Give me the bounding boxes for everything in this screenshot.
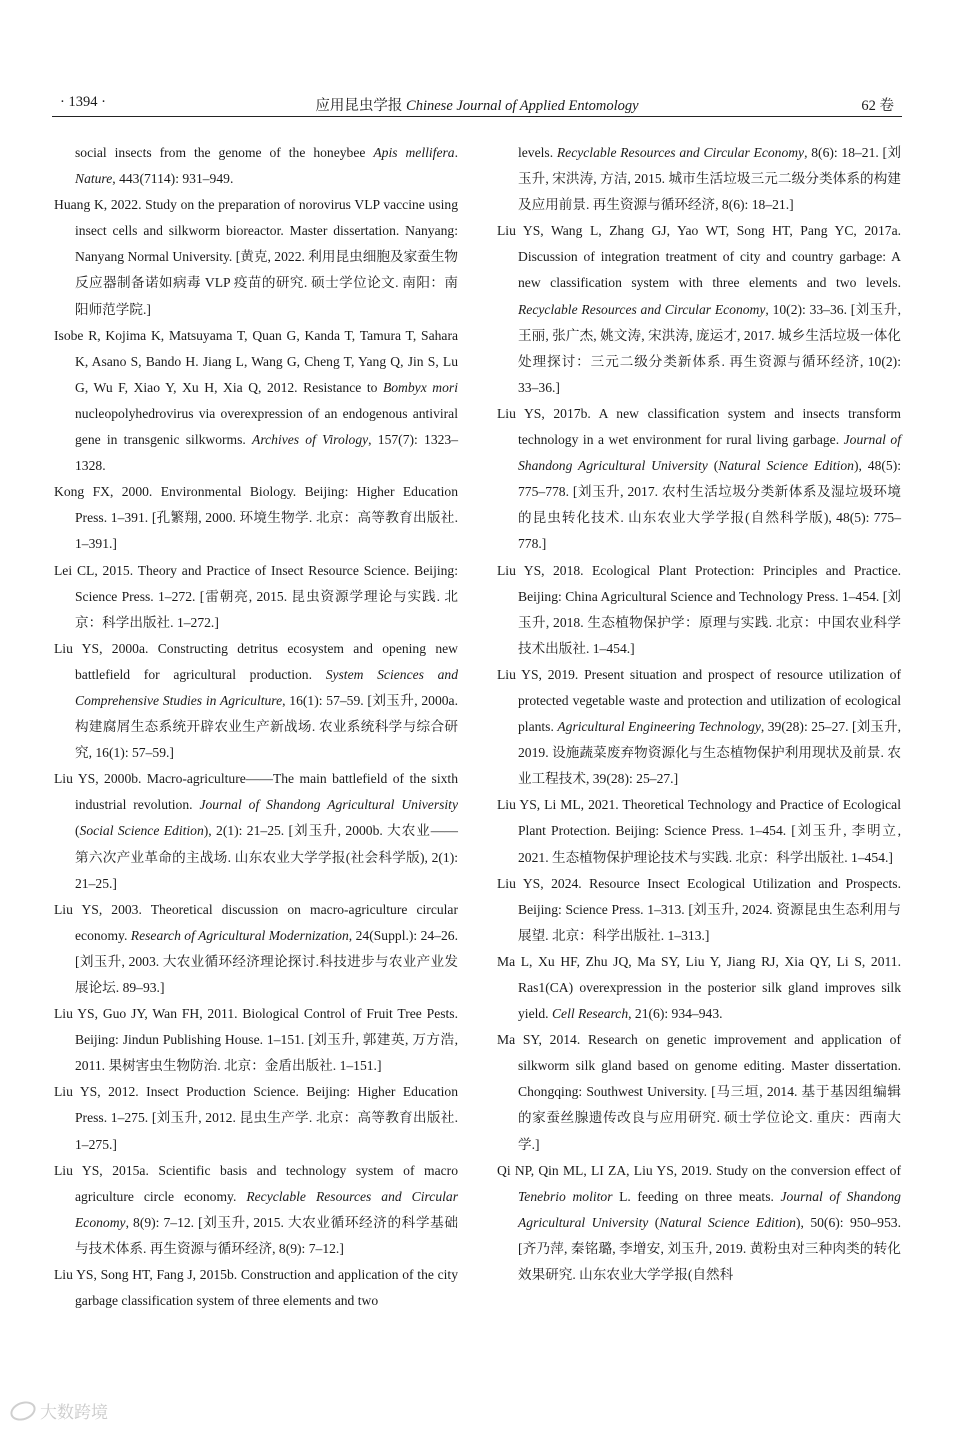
reference-text: ( [648, 1214, 660, 1230]
watermark [10, 1398, 108, 1423]
reference-italic-text: Apis mellifera [373, 145, 455, 160]
reference-text: ( [75, 823, 80, 839]
page-number: · 1394 · [60, 94, 106, 110]
reference-text: , 157(7): 1323–1328. [75, 432, 459, 474]
reference-entry [54, 192, 458, 322]
reference-entry [54, 479, 458, 557]
reference-entry [54, 558, 458, 636]
watermark-text: 大数跨境 [40, 1403, 108, 1423]
reference-text: nucleopolyhedrovirus via overexpression of an endogenous antiviral gene in transgenic silkworms. [75, 405, 458, 448]
reference-text: , 39(28): 25–27. [刘玉升, 2019. 设施蔬菜废弃物资源化与生态植物保护利用现状及前景. 农业工程技术, 39(28): 25–27.] [518, 719, 901, 787]
reference-italic-text: Research of Agricultural Modernization [130, 927, 349, 943]
reference-text: , 10(2): 33–36. [刘玉升, 王丽, 张广杰, 姚文涛, 宋洪涛, 庞运才, 2017. 城乡生活垃圾一体化处理探讨：三元二级分类新体系. 再生资源与循环经济, 10(2): 33–36.] [518, 301, 901, 395]
reference-entry [497, 1027, 901, 1157]
reference-entry [54, 897, 458, 1001]
reference-entry [54, 1262, 458, 1314]
watermark-logo-icon [8, 1398, 39, 1424]
reference-text: Kong FX, 2000. Environmental Biology. Beijing: Higher Education Press. 1–391. [孔繁翔, 2000. 环境生物学. 北京：高等教育出版社. 1–391.] [54, 484, 458, 552]
reference-italic-text: Journal of Shandong Agricultural University [199, 797, 458, 813]
reference-entry [497, 871, 901, 949]
reference-text: Liu YS, 2017b. A new classification system and insects transform technology in a wet environment for rural living garbage. [497, 405, 901, 448]
reference-text: ), 48(5): 775–778. [刘玉升, 2017. 农村生活垃圾分类新体系及湿垃圾环境的昆虫转化技术. 山东农业大学学报(自然科学版), 48(5): 775–778.] [518, 458, 902, 552]
reference-italic-text: System Sciences and Comprehensive Studies in Agriculture [75, 666, 459, 708]
reference-text: Liu YS, 2000a. Constructing detritus ecosystem and opening new battlefield for agricultural production. [54, 640, 458, 682]
reference-entry [497, 558, 901, 662]
reference-text: Isobe R, Kojima K, Matsuyama T, Quan G, Kanda T, Tamura T, Sahara K, Asano S, Bando H. Jiang L, Wang G, Cheng T, Yang Q, Jin S, Lu G, Wu F, Xiao Y, Xu H, Xia Q, 2012. Resistance to [54, 327, 458, 395]
journal-title: 应用昆虫学报 Chinese Journal of Applied Entomology [315, 98, 639, 114]
reference-text: ), 50(6): 950–953. [齐乃萍, 秦铭璐, 李增安, 刘玉升, 2019. 黄粉虫对三种肉类的转化效果研究. 山东农业大学学报(自然科 [518, 1214, 901, 1283]
reference-text: , 21(6): 934–943. [628, 1006, 723, 1022]
reference-text: Lei CL, 2015. Theory and Practice of Insect Resource Science. Beijing: Science Press. 1–272. [雷朝亮, 2015. 昆虫资源学理论与实践. 北京：科学出版社. 1–272.] [54, 562, 458, 630]
reference-text: L. feeding on three meats. [612, 1188, 781, 1204]
reference-entry [54, 1079, 458, 1157]
reference-italic-text: Nature [75, 171, 113, 187]
reference-text: levels. [518, 145, 557, 160]
reference-text: Huang K, 2022. Study on the preparation of norovirus VLP vaccine using insect cells and silkworm bioreactor. Master dissertation. Nanyang: Nanyang Normal University. [黄克, 2022. 利用昆虫细胞及家蚕生物反应器制备诺如病毒 VLP 疫苗的研究. 硕士学位论文. 南阳：南阳师范学院.] [54, 197, 458, 317]
reference-text: Liu YS, 2015a. Scientific basis and technology system of macro agriculture circle economy. [54, 1162, 458, 1204]
reference-text: Qi NP, Qin ML, LI ZA, Liu YS, 2019. Study on the conversion effect of [497, 1162, 901, 1178]
reference-text: Ma L, Xu HF, Zhu JQ, Ma SY, Liu Y, Jiang RJ, Xia QY, Li S, 2011. Ras1(CA) overexpression in the posterior silk gland improves silk yield. [497, 953, 901, 1022]
reference-italic-text: Natural Science Edition [659, 1214, 796, 1230]
reference-text: , 24(Suppl.): 24–26. [刘玉升, 2003. 大农业循环经济理论探讨.科技进步与农业产业发展论坛. 89–93.] [75, 927, 458, 995]
reference-entry [497, 401, 901, 558]
reference-entry [54, 766, 458, 896]
reference-column-right [497, 140, 901, 1288]
reference-text: Liu YS, 2018. Ecological Plant Protection: Principles and Practice. Beijing: China Agricultural Science and Technology Press. 1–454. [刘玉升, 2018. 生态植物保护学：原理与实践. 北京：中国农业科学技术出版社. 1–454.] [497, 562, 901, 656]
reference-entry [54, 1158, 458, 1262]
running-header [52, 88, 902, 117]
reference-italic-text: Social Science Edition [79, 823, 204, 839]
reference-entry [497, 949, 901, 1027]
reference-entry [497, 792, 901, 870]
reference-italic-text: Recyclable Resources and Circular Economy [518, 301, 766, 317]
reference-italic-text: Recyclable Resources and Circular Economy [556, 145, 805, 160]
reference-entry [497, 1158, 901, 1288]
reference-italic-text: Journal of Shandong Agricultural University [518, 1188, 901, 1230]
reference-entry [54, 323, 458, 480]
reference-italic-text: Bombyx mori [382, 379, 458, 395]
reference-entry [54, 636, 458, 766]
reference-text: . [454, 145, 458, 160]
reference-column-left [54, 140, 458, 1314]
reference-entry [54, 140, 458, 192]
reference-text: Liu YS, 2024. Resource Insect Ecological Utilization and Prospects. Beijing: Science Press. 1–313. [刘玉升, 2024. 资源昆虫生态利用与展望. 北京：科学出版社. 1–313.] [497, 875, 901, 943]
reference-text: , 8(9): 7–12. [刘玉升, 2015. 大农业循环经济的科学基础与技术体系. 再生资源与循环经济, 8(9): 7–12.] [75, 1214, 458, 1256]
volume-label: 62 卷 [861, 98, 894, 114]
reference-text: , 8(6): 18–21. [刘玉升, 宋洪涛, 方洁, 2015. 城市生活垃圾三元二级分类体系的构建及应用前景. 再生资源与循环经济, 8(6): 18–21.] [518, 145, 901, 213]
reference-italic-text: Natural Science Edition [718, 458, 854, 474]
reference-italic-text: Archives of Virology [252, 432, 369, 448]
reference-italic-text: Recyclable Resources and Circular Economy [75, 1188, 458, 1230]
reference-entry [497, 140, 901, 218]
reference-text: Liu YS, Wang L, Zhang GJ, Yao WT, Song HT, Pang YC, 2017a. Discussion of integration treatment of city and country garbage: A new classification system with three elements and two levels. [497, 223, 901, 291]
reference-text: Liu YS, Song HT, Fang J, 2015b. Construction and application of the city garbage classification system of three elements and two [54, 1267, 458, 1309]
reference-italic-text: Agricultural Engineering Technology [557, 719, 761, 735]
reference-entry [54, 1001, 458, 1079]
reference-text: ( [707, 458, 719, 474]
reference-text: , 16(1): 57–59. [刘玉升, 2000a. 构建腐屑生态系统开辟农业生产新战场. 农业系统科学与综合研究, 16(1): 57–59.] [75, 692, 458, 761]
reference-text: Liu YS, 2019. Present situation and prospect of resource utilization of protected vegetable waste and protection and utilization of ecological plants. [497, 666, 901, 735]
reference-text: Ma SY, 2014. Research on genetic improvement and application of silkworm silk gland based on genome editing. Master dissertation. Chongqing: Southwest University. [马三垣, 2014. 基于基因组编辑的家蚕丝腺遗传改良与应用研究. 硕士学位论文. 重庆：西南大学.] [497, 1032, 901, 1152]
reference-italic-text: Journal of Shandong Agricultural University [518, 432, 902, 474]
reference-text: ), 2(1): 21–25. [刘玉升, 2000b. 大农业——第六次产业革命的主战场. 山东农业大学学报(社会科学版), 2(1): 21–25.] [75, 823, 458, 891]
reference-text: Liu YS, 2012. Insect Production Science. Beijing: Higher Education Press. 1–275. [刘玉升, 2012. 昆虫生产学. 北京：高等教育出版社. 1–275.] [54, 1084, 458, 1152]
reference-text: social insects from the genome of the honeybee [75, 145, 374, 160]
reference-italic-text: Tenebrio molitor [518, 1188, 613, 1204]
reference-text: Liu YS, 2000b. Macro-agriculture——The main battlefield of the sixth industrial revolution. [54, 771, 458, 813]
reference-text: Liu YS, 2003. Theoretical discussion on macro-agriculture circular economy. [54, 901, 458, 943]
reference-text: Liu YS, Li ML, 2021. Theoretical Technology and Practice of Ecological Plant Protection. Beijing: Science Press. 1–454. [刘玉升, 李明立, 2021. 生态植物保护理论技术与实践. 北京：科学出版社. 1–454.] [497, 797, 901, 865]
reference-italic-text: Cell Research [551, 1006, 629, 1022]
reference-entry [497, 218, 901, 401]
reference-entry [497, 662, 901, 792]
reference-text: Liu YS, Guo JY, Wan FH, 2011. Biological Control of Fruit Tree Pests. Beijing: Jindun Publishing House. 1–151. [刘玉升, 郭建英, 万方浩, 2011. 果树害虫生物防治. 北京：金盾出版社. 1–151.] [54, 1006, 458, 1074]
reference-text: , 443(7114): 931–949. [112, 171, 234, 187]
